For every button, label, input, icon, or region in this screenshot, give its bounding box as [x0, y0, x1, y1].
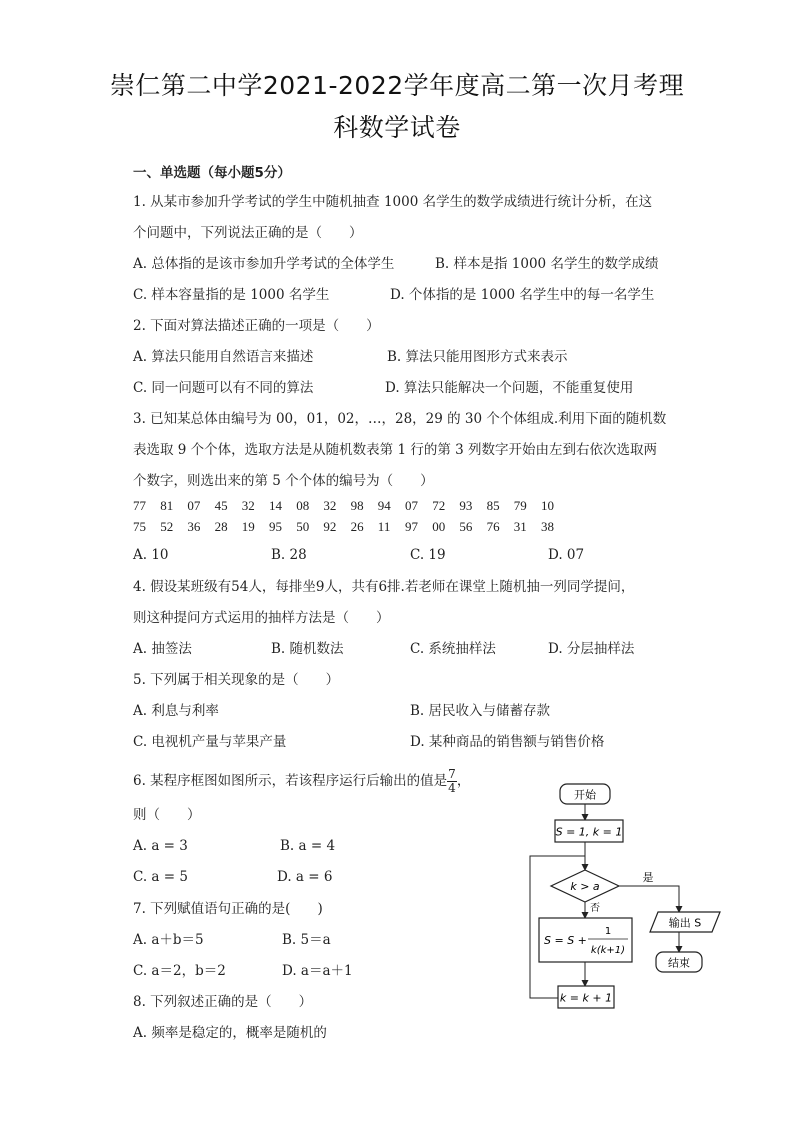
q2-option-a: A. 算法只能用自然语言来描述 — [133, 349, 314, 365]
flowchart-end-label: 结束 — [668, 956, 690, 970]
q6-fraction-denominator: 4 — [448, 781, 456, 795]
q5-option-d: D. 某种商品的销售额与销售价格 — [410, 734, 605, 750]
q2-option-c: C. 同一问题可以有不同的算法 — [133, 380, 314, 396]
q6-option-a: A. a = 3 — [133, 838, 188, 854]
random-number-cell: 19 — [241, 519, 255, 534]
exam-title-line2: 科数学试卷 — [333, 113, 461, 142]
flowchart-output-label: 输出 S — [668, 916, 702, 930]
q5-option-c: C. 电视机产量与苹果产量 — [133, 734, 287, 750]
random-number-cell: 85 — [486, 498, 500, 513]
random-number-cell: 08 — [296, 498, 310, 513]
q7-option-b: B. 5＝a — [282, 932, 331, 948]
random-number-cell: 93 — [459, 498, 473, 513]
q4-option-a: A. 抽签法 — [133, 641, 192, 657]
random-number-cell: 56 — [459, 519, 473, 534]
random-number-cell: 32 — [323, 498, 337, 513]
random-number-cell: 76 — [486, 519, 500, 534]
q6-output-fraction — [447, 768, 457, 795]
random-number-cell: 32 — [241, 498, 255, 513]
q2-stem: 2. 下面对算法描述正确的一项是（ ） — [133, 318, 380, 334]
q2-option-d: D. 算法只能解决一个问题，不能重复使用 — [385, 380, 634, 396]
random-number-cell: 38 — [541, 519, 554, 534]
q1-stem-line2: 个问题中，下列说法正确的是（ ） — [133, 225, 363, 241]
random-number-cell: 36 — [187, 519, 201, 534]
q6-stem-line1 — [133, 768, 470, 795]
q5-stem: 5. 下列属于相关现象的是（ ） — [133, 672, 340, 688]
random-number-cell: 77 — [133, 498, 146, 513]
q8-option-a: A. 频率是稳定的，概率是随机的 — [133, 1025, 327, 1041]
q4-stem-line1: 4. 假设某班级有54人，每排坐9人，共有6排.若老师在课堂上随机抽一列同学提问， — [133, 579, 635, 595]
q5-option-b: B. 居民收入与储蓄存款 — [410, 703, 551, 719]
flowchart-increment-label: k = k + 1 — [559, 991, 613, 1005]
flowchart-update-numerator: 1 — [604, 926, 612, 937]
q6-fraction-numerator: 7 — [448, 767, 456, 781]
q7-stem: 7. 下列赋值语句正确的是( ) — [133, 901, 323, 917]
q1-option-c: C. 样本容量指的是 1000 名学生 — [133, 287, 330, 303]
random-number-cell: 92 — [323, 519, 337, 534]
random-number-cell: 79 — [513, 498, 527, 513]
random-number-cell: 00 — [432, 519, 446, 534]
flowchart-update-label: S = S + — [544, 934, 587, 947]
q7-option-d: D. a＝a＋1 — [282, 963, 353, 979]
q6-option-c: C. a = 5 — [133, 869, 188, 885]
random-number-cell: 28 — [214, 519, 228, 534]
random-number-cell: 45 — [214, 498, 228, 513]
flowchart-no-label: 否 — [590, 903, 600, 914]
exam-title-line1: 崇仁第二中学2021-2022学年度高二第一次月考理 — [109, 71, 685, 100]
section-heading: 一、单选题（每小题5分） — [133, 165, 291, 181]
random-number-cell: 07 — [187, 498, 201, 513]
q6-stem-text: 6. 某程序框图如图所示，若该程序运行后输出的值是 — [133, 773, 448, 789]
random-number-cell: 10 — [541, 498, 554, 513]
q5-option-a: A. 利息与利率 — [133, 703, 219, 719]
q1-option-d: D. 个体指的是 1000 名学生中的每一名学生 — [390, 287, 655, 303]
random-number-cell: 95 — [269, 519, 282, 534]
flowchart-yes-label: 是 — [642, 871, 654, 884]
random-number-cell: 50 — [296, 519, 310, 534]
random-number-cell: 14 — [269, 498, 282, 513]
random-number-cell: 75 — [133, 519, 146, 534]
q7-option-a: A. a＋b＝5 — [133, 932, 204, 948]
q4-stem-line2: 则这种提问方式运用的抽样方法是（ ） — [133, 610, 390, 626]
q8-stem: 8. 下列叙述正确的是（ ） — [133, 994, 313, 1010]
flowchart-update-denominator: k(k+1) — [590, 945, 626, 956]
q1-stem-line1: 1. 从某市参加升学考试的学生中随机抽查 1000 名学生的数学成绩进行统计分析，在这 — [133, 194, 653, 210]
flowchart-init-label: S = 1, k = 1 — [555, 825, 623, 839]
q4-option-d: D. 分层抽样法 — [548, 641, 635, 657]
random-number-cell: 31 — [513, 519, 527, 534]
random-number-cell: 26 — [350, 519, 364, 534]
random-number-cell: 94 — [377, 498, 391, 513]
q6-stem-line2: 则（ ） — [133, 807, 201, 823]
flowchart-yes-line — [619, 886, 679, 912]
q1-option-b: B. 样本是指 1000 名学生的数学成绩 — [435, 256, 659, 272]
q3-stem-line1: 3. 已知某总体由编号为 00，01，02，…，28，29 的 30 个个体组成.利用下面的随机数 — [133, 411, 667, 427]
q3-option-a: A. 10 — [133, 547, 169, 563]
q3-option-b: B. 28 — [271, 547, 307, 563]
q6-stem-comma: ， — [456, 773, 471, 789]
q3-option-c: C. 19 — [410, 547, 446, 563]
random-number-cell: 97 — [405, 519, 418, 534]
q3-stem-line2: 表选取 9 个个体，选取方法是从随机数表第 1 行的第 3 列数字开始由左到右依次选取两 — [133, 442, 658, 458]
random-number-cell: 81 — [160, 498, 174, 513]
q2-option-b: B. 算法只能用图形方式来表示 — [387, 349, 568, 365]
q1-option-a: A. 总体指的是该市参加升学考试的全体学生 — [133, 256, 395, 272]
random-number-cell: 11 — [377, 519, 391, 534]
random-number-cell: 07 — [405, 498, 418, 513]
flowchart-decision-label: k > a — [570, 880, 600, 893]
program-flowchart — [518, 780, 738, 1010]
q3-stem-line3: 个数字，则选出来的第 5 个个体的编号为（ ） — [133, 473, 434, 489]
random-number-cell: 98 — [350, 498, 364, 513]
q6-option-d: D. a = 6 — [277, 869, 333, 885]
q7-option-c: C. a＝2，b＝2 — [133, 963, 226, 979]
q3-option-d: D. 07 — [548, 547, 585, 563]
flowchart-start-label: 开始 — [574, 788, 596, 802]
q4-option-c: C. 系统抽样法 — [410, 641, 496, 657]
random-number-cell: 72 — [432, 498, 446, 513]
q6-option-b: B. a = 4 — [280, 838, 336, 854]
random-number-cell: 52 — [160, 519, 174, 534]
q4-option-b: B. 随机数法 — [271, 641, 344, 657]
